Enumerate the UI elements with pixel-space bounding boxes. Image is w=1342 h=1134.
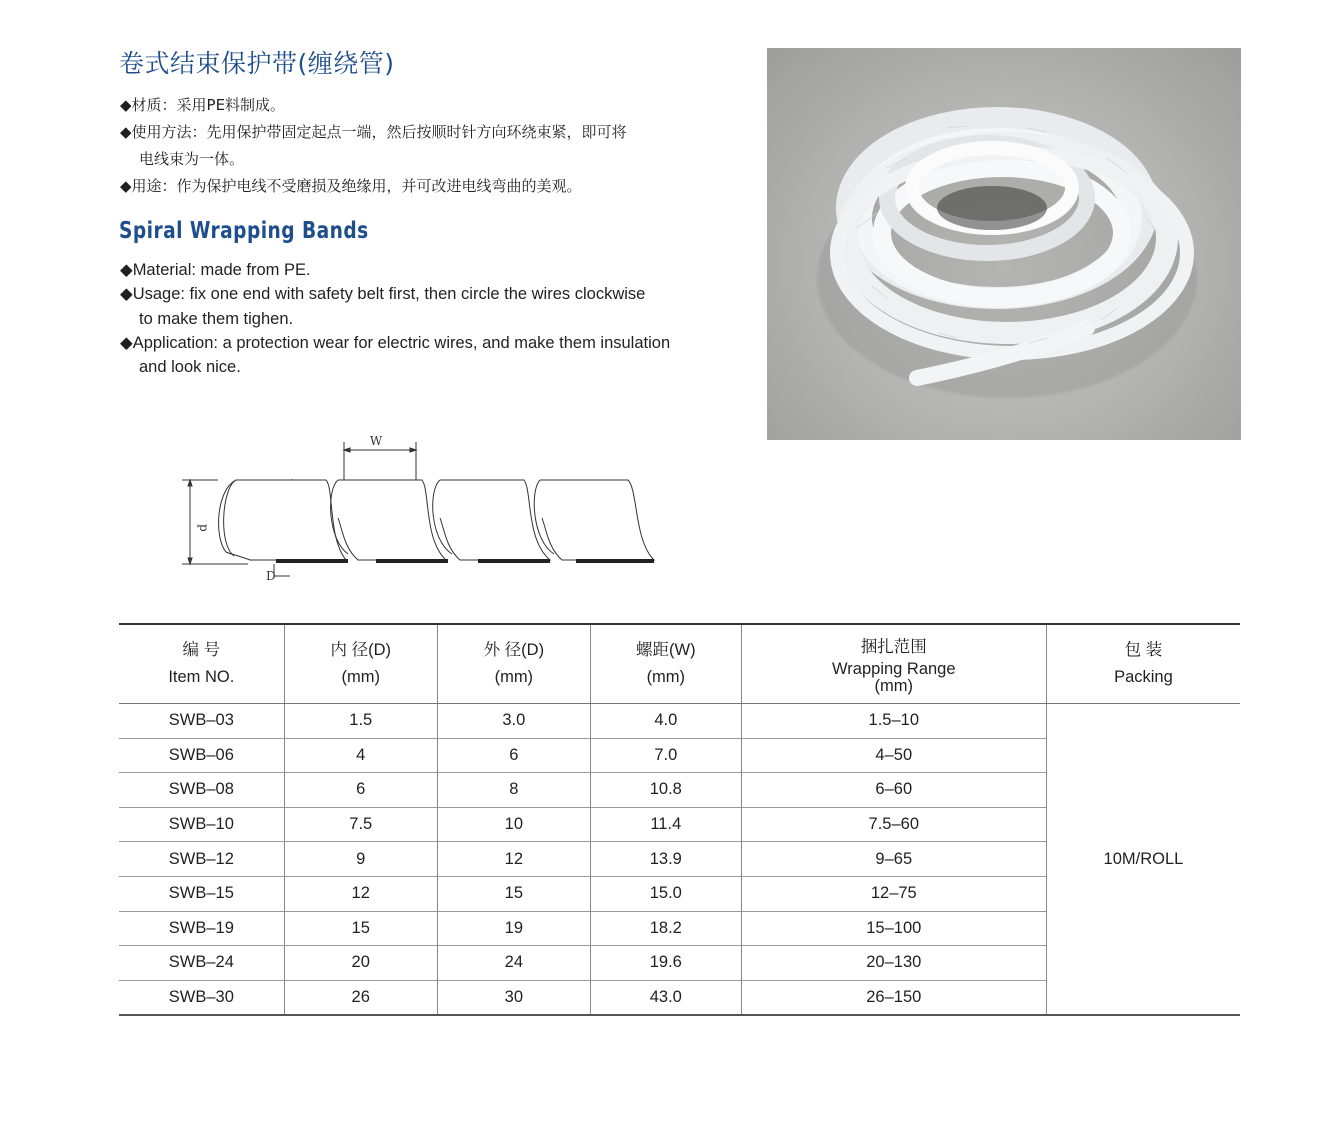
cell-outer-diameter: 30 <box>437 980 590 1015</box>
cell-wrapping-range: 1.5–10 <box>741 704 1046 739</box>
en-application-line: ◆Application: a protection wear for electric wires, and make them insulation <box>120 333 671 352</box>
cell-outer-diameter: 8 <box>437 773 590 808</box>
header-outer-diameter: 外 径(D) (mm) <box>437 624 590 704</box>
cell-inner-diameter: 15 <box>284 911 437 946</box>
cell-outer-diameter: 3.0 <box>437 704 590 739</box>
cell-item-no: SWB–24 <box>119 946 284 981</box>
w-label: W <box>369 434 383 448</box>
cell-pitch: 7.0 <box>590 738 741 773</box>
cell-inner-diameter: 6 <box>284 773 437 808</box>
en-usage-line-cont: to make them tighen. <box>139 309 294 328</box>
spiral-band-diagram <box>178 428 668 588</box>
cell-pitch: 19.6 <box>590 946 741 981</box>
cell-outer-diameter: 6 <box>437 738 590 773</box>
header-inner-diameter: 内 径(D) (mm) <box>284 624 437 704</box>
cn-usage-line: ◆使用方法：先用保护带固定起点一端，然后按顺时针方向环绕束紧，即可将 <box>120 123 627 141</box>
cell-pitch: 4.0 <box>590 704 741 739</box>
cell-item-no: SWB–19 <box>119 911 284 946</box>
table-header-row <box>119 624 1240 704</box>
cn-application-line: ◆用途：作为保护电线不受磨损及绝缘用，并可改进电线弯曲的美观。 <box>120 177 582 195</box>
cell-wrapping-range: 9–65 <box>741 842 1046 877</box>
cell-wrapping-range: 4–50 <box>741 738 1046 773</box>
cell-wrapping-range: 20–130 <box>741 946 1046 981</box>
cell-inner-diameter: 9 <box>284 842 437 877</box>
en-material-line: ◆Material: made from PE. <box>120 261 311 279</box>
cell-wrapping-range: 26–150 <box>741 980 1046 1015</box>
cn-material-line: ◆材质：采用PE料制成。 <box>120 96 286 114</box>
english-description <box>120 258 740 379</box>
table-row <box>119 704 1240 739</box>
cell-inner-diameter: 12 <box>284 876 437 911</box>
header-item-no: 编 号 Item NO. <box>119 624 284 704</box>
chinese-title: 卷式结束保护带(缠绕管) <box>119 49 395 78</box>
en-usage-line: ◆Usage: fix one end with safety belt first, then circle the wires clockwise <box>120 285 646 304</box>
cell-item-no: SWB–10 <box>119 807 284 842</box>
cell-item-no: SWB–12 <box>119 842 284 877</box>
cell-pitch: 13.9 <box>590 842 741 877</box>
cell-outer-diameter: 12 <box>437 842 590 877</box>
cell-item-no: SWB–06 <box>119 738 284 773</box>
cell-pitch: 11.4 <box>590 807 741 842</box>
english-title: Spiral Wrapping Bands <box>119 218 369 244</box>
cell-item-no: SWB–30 <box>119 980 284 1015</box>
cell-wrapping-range: 6–60 <box>741 773 1046 808</box>
cell-pitch: 15.0 <box>590 876 741 911</box>
chinese-description <box>120 92 740 200</box>
cell-item-no: SWB–08 <box>119 773 284 808</box>
cell-inner-diameter: 4 <box>284 738 437 773</box>
cell-outer-diameter: 10 <box>437 807 590 842</box>
specification-table <box>119 623 1240 1016</box>
cell-packing: 10M/ROLL <box>1046 704 1240 1016</box>
header-wrapping-range: 捆扎范围 Wrapping Range (mm) <box>741 624 1046 704</box>
cell-inner-diameter: 1.5 <box>284 704 437 739</box>
cell-outer-diameter: 19 <box>437 911 590 946</box>
cn-usage-line-cont: 电线束为一体。 <box>139 150 245 168</box>
cell-inner-diameter: 20 <box>284 946 437 981</box>
cell-wrapping-range: 7.5–60 <box>741 807 1046 842</box>
cell-item-no: SWB–03 <box>119 704 284 739</box>
product-photo <box>767 48 1241 440</box>
cell-outer-diameter: 15 <box>437 876 590 911</box>
cell-wrapping-range: 12–75 <box>741 876 1046 911</box>
cell-inner-diameter: 7.5 <box>284 807 437 842</box>
d-label: D <box>266 569 276 583</box>
cell-item-no: SWB–15 <box>119 876 284 911</box>
cell-inner-diameter: 26 <box>284 980 437 1015</box>
en-application-line-cont: and look nice. <box>139 358 241 377</box>
header-packing: 包 装 Packing <box>1046 624 1240 704</box>
spiral-band-coil-image <box>767 48 1241 440</box>
header-pitch: 螺距(W) (mm) <box>590 624 741 704</box>
cell-pitch: 10.8 <box>590 773 741 808</box>
cell-pitch: 43.0 <box>590 980 741 1015</box>
p-label: p <box>197 524 211 532</box>
cell-pitch: 18.2 <box>590 911 741 946</box>
cell-wrapping-range: 15–100 <box>741 911 1046 946</box>
cell-outer-diameter: 24 <box>437 946 590 981</box>
